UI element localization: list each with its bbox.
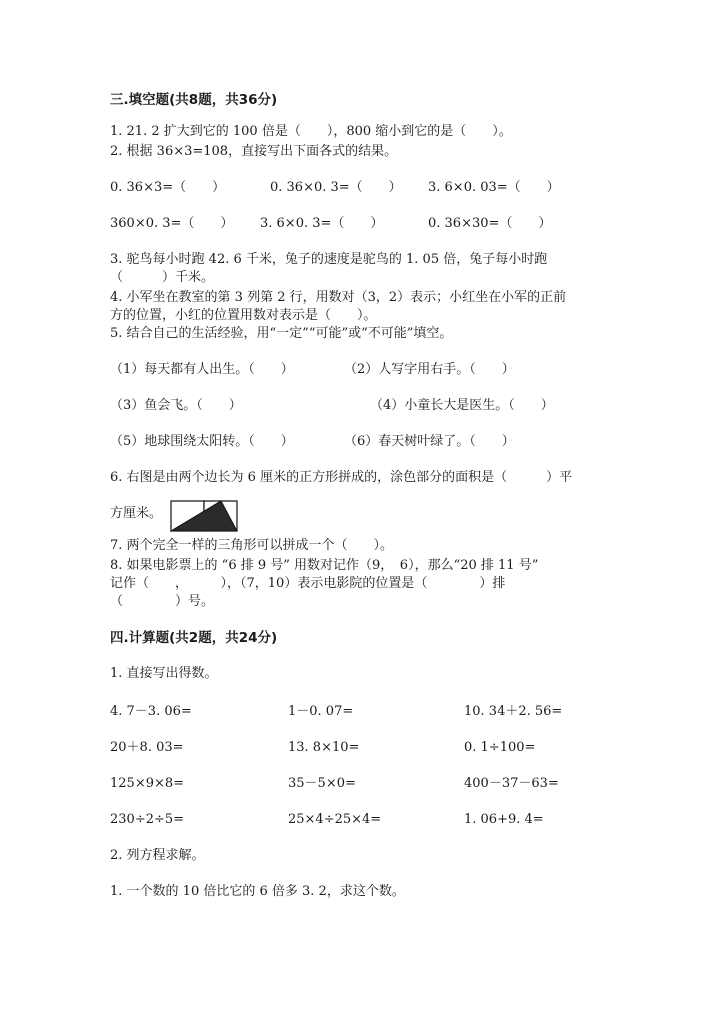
question-4-line1: 4. 小军坐在教室的第 3 列第 2 行，用数对（3，2）表示；小红坐在小军的正前 bbox=[110, 290, 567, 305]
question-5-item: （4）小童长大是医生。（ ） bbox=[370, 398, 554, 413]
question-8-line3: （ ）号。 bbox=[110, 594, 215, 609]
question-5-item: （5）地球围绕太阳转。（ ） bbox=[110, 434, 294, 449]
question-8-line2: 记作（ ， ），（7，10）表示电影院的位置是（ ）排 bbox=[110, 576, 506, 591]
calc-item: 1－0. 07= bbox=[288, 704, 354, 719]
question-6-line1: 6. 右图是由两个边长为 6 厘米的正方形拼成的，涂色部分的面积是（ ）平 bbox=[110, 470, 573, 485]
calc-1-prompt: 1. 直接写出得数。 bbox=[110, 666, 218, 681]
calc-item: 4. 7－3. 06= bbox=[110, 704, 192, 719]
question-6-line2: 方厘米。 bbox=[110, 506, 163, 521]
calc-item: 230÷2÷5= bbox=[110, 812, 185, 827]
question-2-item: 0. 36×30=（ ） bbox=[428, 216, 552, 231]
calc-item: 1. 06+9. 4= bbox=[464, 812, 544, 827]
question-3-line1: 3. 驼鸟每小时跑 42. 6 千米，兔子的速度是驼鸟的 1. 05 倍，兔子每小时跑 bbox=[110, 252, 548, 267]
question-7: 7. 两个完全一样的三角形可以拼成一个（ ）。 bbox=[110, 538, 394, 553]
question-5-item: （2）人写字用右手。（ ） bbox=[344, 362, 515, 377]
question-3-line2: （ ）千米。 bbox=[110, 270, 215, 285]
calc-item: 125×9×8= bbox=[110, 776, 185, 791]
question-2-item: 0. 36×3=（ ） bbox=[110, 180, 226, 195]
question-2-item: 3. 6×0. 03=（ ） bbox=[428, 180, 560, 195]
calc-item: 0. 1÷100= bbox=[464, 740, 536, 755]
question-2-prompt: 2. 根据 36×3=108，直接写出下面各式的结果。 bbox=[110, 144, 398, 159]
calc-item: 13. 8×10= bbox=[288, 740, 360, 755]
section3-heading: 三.填空题(共8题，共36分) bbox=[110, 92, 278, 108]
question-1: 1. 21. 2 扩大到它的 100 倍是（ ），800 缩小到它的是（ ）。 bbox=[110, 124, 512, 139]
question-2-item: 0. 36×0. 3=（ ） bbox=[270, 180, 402, 195]
calc-item: 10. 34＋2. 56= bbox=[464, 704, 563, 719]
calc-2-sub1: 1. 一个数的 10 倍比它的 6 倍多 3. 2，求这个数。 bbox=[110, 884, 405, 899]
section4-heading: 四.计算题(共2题，共24分) bbox=[110, 630, 278, 646]
question-5-item: （3）鱼会飞。（ ） bbox=[110, 398, 242, 413]
calc-item: 400－37－63= bbox=[464, 776, 559, 791]
calc-2-prompt: 2. 列方程求解。 bbox=[110, 848, 205, 863]
question-2-item: 3. 6×0. 3=（ ） bbox=[260, 216, 384, 231]
calc-item: 25×4÷25×4= bbox=[288, 812, 382, 827]
two-squares-figure bbox=[170, 500, 238, 532]
calc-item: 35－5×0= bbox=[288, 776, 356, 791]
question-5-item: （6）春天树叶绿了。（ ） bbox=[344, 434, 515, 449]
question-2-item: 360×0. 3=（ ） bbox=[110, 216, 234, 231]
question-4-line2: 方的位置，小红的位置用数对表示是（ ）。 bbox=[110, 308, 377, 323]
question-8-line1: 8. 如果电影票上的 “6 排 9 号” 用数对记作（9， 6），那么“20 排 11 号” bbox=[110, 558, 539, 573]
calc-item: 20＋8. 03= bbox=[110, 740, 184, 755]
question-5-item: （1）每天都有人出生。（ ） bbox=[110, 362, 294, 377]
question-5-prompt: 5. 结合自己的生活经验，用“一定”“可能”或“不可能”填空。 bbox=[110, 326, 453, 341]
